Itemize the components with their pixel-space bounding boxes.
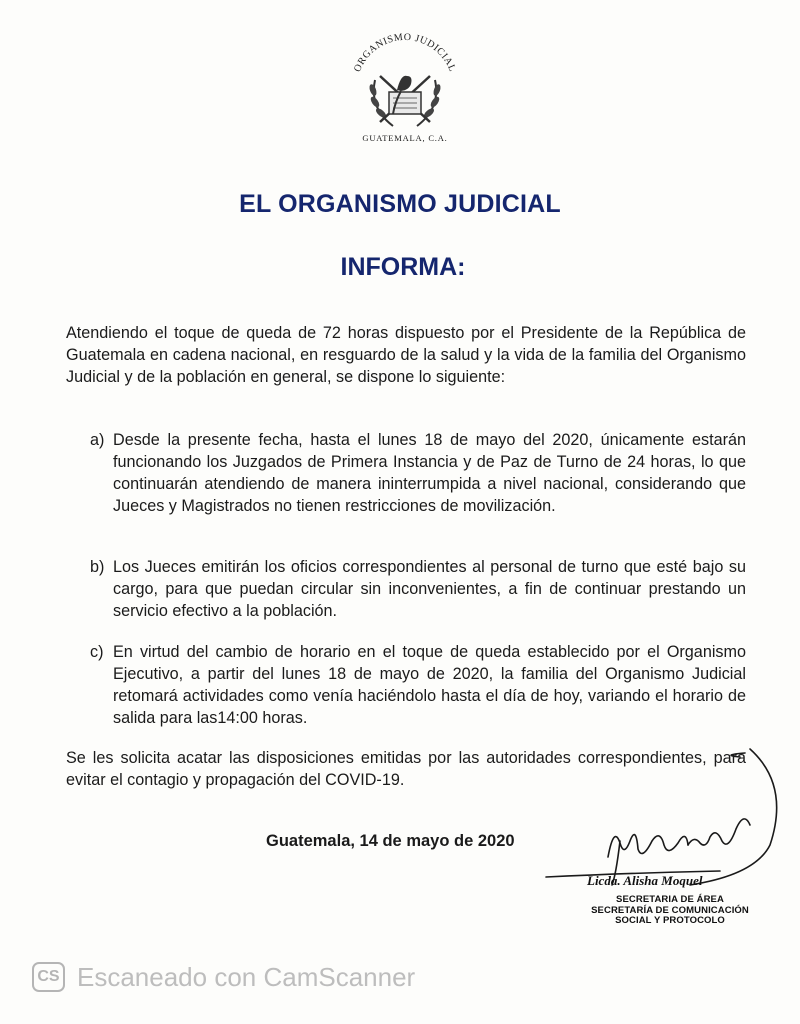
list-item xyxy=(90,556,746,622)
list-item-marker: b) xyxy=(90,558,105,576)
watermark-text: Escaneado con CamScanner xyxy=(77,961,416,992)
list-item xyxy=(90,641,746,729)
camscanner-watermark xyxy=(32,960,415,994)
judicial-emblem xyxy=(335,18,475,148)
signer-title xyxy=(585,895,755,927)
document-title: EL ORGANISMO JUDICIAL xyxy=(239,190,561,218)
document-subtitle: INFORMA: xyxy=(340,253,466,281)
svg-text:ORGANISMO JUDICIAL: ORGANISMO JUDICIAL xyxy=(352,31,458,74)
place-date: Guatemala, 14 de mayo de 2020 xyxy=(266,832,515,850)
signer-title-line: SOCIAL Y PROTOCOLO xyxy=(615,915,725,926)
list-item-text: En virtud del cambio de horario en el toque de queda establecido por el Organismo Ejecutivo, a partir del lunes 18 de mayo de 2020, la familia del Organismo Judicial retomará actividades como venía haciéndolo hasta el día de hoy, variando el horario de salida para las14:00 horas. xyxy=(113,643,746,727)
list-item xyxy=(90,429,746,517)
signer-name: Licda. Alisha Moquel xyxy=(587,873,703,888)
intro-paragraph: Atendiendo el toque de queda de 72 horas dispuesto por el Presidente de la República de Guatemala en cadena nacional, en resguardo de la salud y la vida de la familia del Organismo Judicial y de la población en general, se dispone lo siguiente: xyxy=(66,324,746,386)
emblem-seal-icon xyxy=(335,18,475,148)
camscanner-logo-icon: CS xyxy=(32,962,65,992)
closing-paragraph: Se les solicita acatar las disposiciones emitidas por las autoridades correspondientes, para evitar el contagio y propagación del COVID-19. xyxy=(66,749,746,789)
list-item-text: Los Jueces emitirán los oficios correspondientes al personal de turno que esté bajo su cargo, para que puedan circular sin inconvenientes, a fin de continuar prestando un servicio efectivo a la población. xyxy=(113,558,746,620)
signer-title-line: SECRETARIA DE ÁREA xyxy=(616,894,724,905)
emblem-caption: GUATEMALA, C.A. xyxy=(362,133,448,143)
list-item-text: Desde la presente fecha, hasta el lunes 18 de mayo del 2020, únicamente estarán funcionando los Juzgados de Primera Instancia y de Paz de Turno de 24 horas, lo que continuarán atendiendo de manera ininterrumpida a nivel nacional, considerando que Jueces y Magistrados no tienen restricciones de movilización. xyxy=(113,431,746,515)
list-item-marker: a) xyxy=(90,431,105,449)
list-item-marker: c) xyxy=(90,643,104,661)
signer-title-line: SECRETARÍA DE COMUNICACIÓN xyxy=(591,904,749,916)
